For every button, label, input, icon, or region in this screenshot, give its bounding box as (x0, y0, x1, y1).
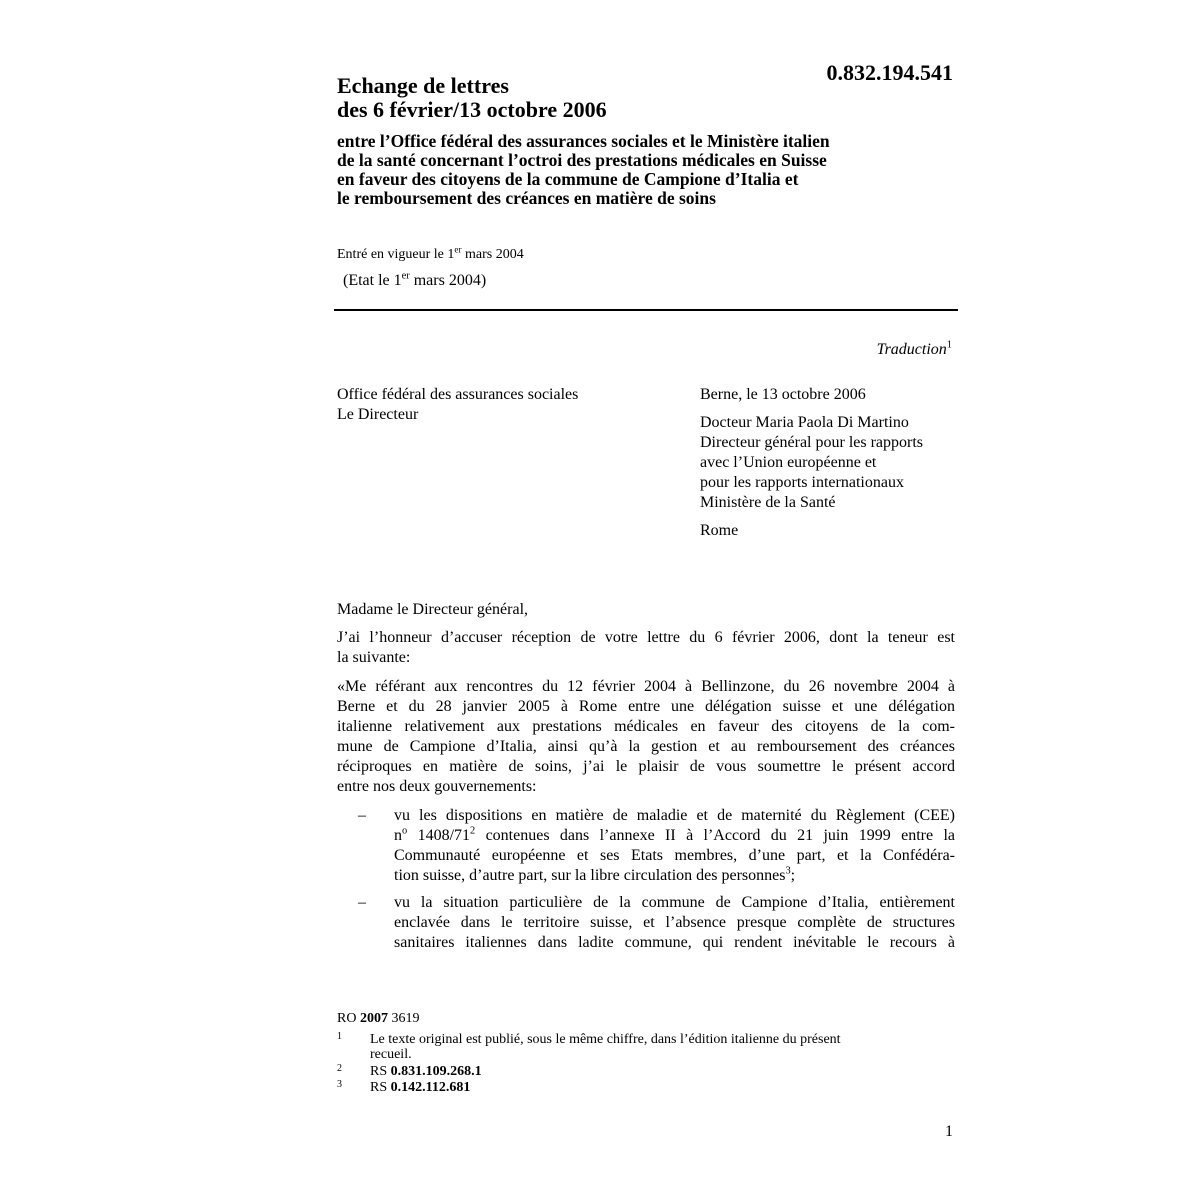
paragraph-line: Berne et du 28 janvier 2005 à Rome entre une délégation suisse et une délégation (337, 698, 955, 715)
paragraph-line: mune de Campione d’Italia, ainsi qu’à la gestion et au remboursement des créances (337, 738, 955, 755)
number-abbr: n (394, 827, 402, 844)
list-line: Communauté européenne et ses Etats membres, d’une part, et la Confédéra- (394, 847, 955, 864)
header-divider (334, 309, 958, 311)
list-line-text: tion suisse, d’autre part, sur la libre circulation des personnes (394, 867, 786, 884)
official-compilation-ref (337, 1011, 419, 1027)
subtitle-line: le remboursement des créances en matière de soins (337, 188, 716, 208)
footnote-text (370, 1080, 960, 1095)
list-item-text (394, 806, 955, 886)
recipient-line: Ministère de la Santé (700, 494, 836, 511)
list-line: vu les dispositions en matière de maladie et de maternité du Règlement (CEE) (394, 807, 955, 824)
list-item-text (394, 893, 955, 953)
entry-sup: er (454, 244, 462, 255)
paragraph-acknowledgement (337, 628, 955, 668)
footnote-line: recueil. (370, 1047, 412, 1062)
footnote-line: Le texte original est publié, sous le même chiffre, dans l’édition italienne du présent (370, 1032, 841, 1047)
sender-block (337, 385, 578, 425)
place-date: Berne, le 13 octobre 2006 (700, 386, 866, 403)
entry-prefix: Entré en vigueur le 1 (337, 247, 455, 262)
recipient-line: Docteur Maria Paola Di Martino (700, 414, 909, 431)
list-line: sanitaires italiennes dans ladite commune, qui rendent inévitable le recours à (394, 934, 955, 951)
list-line (394, 826, 955, 846)
paragraph-line: italienne relativement aux prestations médicales en faveur des citoyens de la com- (337, 718, 955, 735)
paragraph-line: «Me référant aux rencontres du 12 février 2004 à Bellinzone, du 26 novembre 2004 à (337, 678, 955, 695)
recipient-line: avec l’Union européenne et (700, 454, 877, 471)
paragraph-line: réciproques en matière de soins, j’ai le plaisir de vous soumettre le présent accord (337, 758, 955, 775)
list-line-rest: contenues dans l’annexe II à l’Accord du 21 juin 1999 entre la (475, 827, 955, 844)
number-abbr-sup: o (402, 825, 408, 837)
sender-line: Le Directeur (337, 406, 419, 423)
document-number: 0.832.194.541 (826, 60, 953, 85)
subtitle-line: entre l’Office fédéral des assurances sociales et le Ministère italien (337, 131, 830, 151)
sender-line: Office fédéral des assurances sociales (337, 386, 579, 403)
recipient-city: Rome (700, 522, 739, 539)
translation-note (877, 341, 952, 359)
paragraph-line: la suivante: (337, 649, 411, 666)
title-line: Echange de lettres (337, 73, 509, 98)
list-line: vu la situation particulière de la commune de Campione d’Italia, entièrement (394, 894, 955, 911)
footnote-prefix: RS (370, 1064, 391, 1079)
footnote-ref: 0.142.112.681 (390, 1080, 471, 1095)
entry-into-force (337, 246, 524, 264)
regulation-number: 1408/71 (407, 827, 471, 844)
document-subtitle (337, 132, 957, 208)
paragraph-line: J’ai l’honneur d’accuser réception de votre lettre du 6 février 2006, dont la teneur est (337, 629, 955, 646)
subtitle-line: en faveur des citoyens de la commune de Campione d’Italia et (337, 169, 799, 189)
list-line-end: ; (790, 867, 796, 884)
list-line: enclavée dans le territoire suisse, et l’absence presque complète de structures (394, 914, 955, 931)
ro-page: 3619 (387, 1011, 420, 1026)
paragraph-quoted-letter (337, 677, 955, 797)
list-dash: – (358, 894, 366, 911)
translation-label: Traduction (876, 341, 947, 358)
footnote-ref-3: 3 (785, 865, 791, 877)
ro-year: 2007 (359, 1011, 388, 1026)
etat-sup: er (401, 270, 410, 282)
footnote-ref-2: 2 (470, 825, 476, 837)
etat-suffix: mars 2004) (409, 272, 487, 289)
footnote-text (370, 1064, 960, 1079)
footnote-prefix: RS (370, 1080, 391, 1095)
status-date (343, 271, 486, 291)
entry-suffix: mars 2004 (461, 247, 524, 262)
recipient-block (700, 385, 962, 549)
footnote-text (370, 1032, 960, 1062)
paragraph-line: entre nos deux gouvernements: (337, 778, 537, 795)
footnote-ref: 0.831.109.268.1 (390, 1064, 482, 1079)
recipient-name (700, 413, 962, 513)
ro-prefix: RO (337, 1011, 360, 1026)
footnote-number: 2 (337, 1063, 342, 1074)
recipient-line: Directeur général pour les rapports (700, 434, 924, 451)
footnote-number: 1 (337, 1031, 342, 1042)
list-line (394, 866, 955, 886)
footnote-ref-1: 1 (946, 339, 952, 351)
title-line: des 6 février/13 octobre 2006 (337, 97, 607, 122)
document-title (337, 74, 607, 122)
salutation: Madame le Directeur général, (337, 601, 529, 618)
page-number: 1 (945, 1123, 953, 1140)
recipient-line: pour les rapports internationaux (700, 474, 904, 491)
list-dash: – (358, 807, 366, 824)
footnote-number: 3 (337, 1079, 342, 1090)
etat-prefix: (Etat le 1 (343, 272, 402, 289)
subtitle-line: de la santé concernant l’octroi des prestations médicales en Suisse (337, 150, 827, 170)
